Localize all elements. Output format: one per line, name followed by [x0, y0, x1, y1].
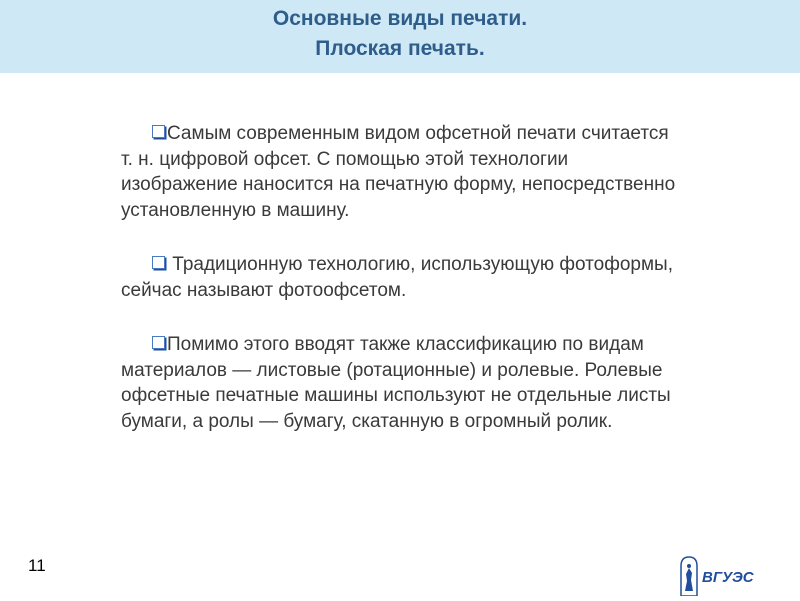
square-bullet-icon: [152, 125, 165, 138]
square-bullet-icon: [152, 336, 165, 349]
page-title-line-1: Основные виды печати.: [272, 7, 528, 30]
paragraph-text: Традиционную технологию, использующую фотоформы, сейчас называют фотоофсетом.: [121, 254, 673, 301]
page-title-line-2: Плоская печать.: [315, 37, 485, 60]
paragraph-text: Самым современным видом офсетной печати считается т. н. цифровой офсет. С помощью этой технологии изображение наносится на печатную форму, непосредственно установленную в машину.: [121, 123, 676, 221]
logo-graphic: [678, 556, 778, 596]
logo-text: ВГУЭС: [702, 569, 754, 586]
square-bullet-icon: [152, 256, 165, 269]
title-header: [0, 0, 800, 73]
slide-content: [121, 121, 681, 463]
paragraph-1: [121, 121, 681, 223]
page-number: 11: [28, 556, 46, 575]
university-logo-icon: [678, 556, 778, 596]
paragraph-3: [121, 332, 681, 434]
paragraph-2: [121, 252, 681, 303]
paragraph-text: Помимо этого вводят также классификацию по видам материалов — листовые (ротационные) и ролевые. Ролевые офсетные печатные машины используют не отдельные листы бумаги, а ролы — бумагу, скатанную в огромный ролик.: [121, 334, 671, 432]
